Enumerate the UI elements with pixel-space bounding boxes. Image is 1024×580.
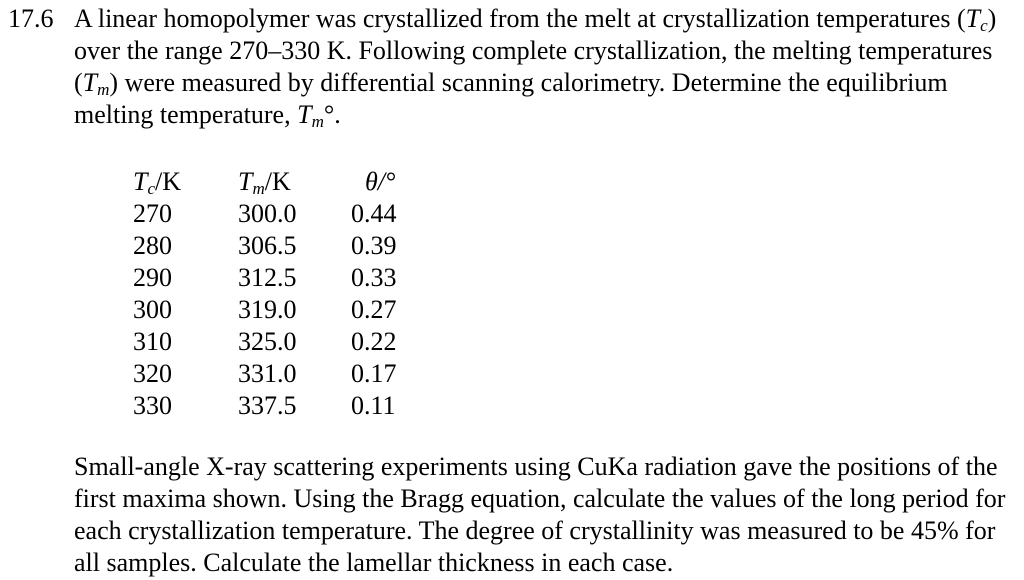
cell-theta: 0.17 [351,359,397,388]
table-row [133,262,431,294]
tm0-subscript: m [311,112,324,131]
cell-tm: 331.0 [238,359,297,388]
tc-symbol [966,4,988,33]
problem-statement [8,3,1008,131]
table-row [133,358,431,390]
table-row [133,326,431,358]
cell-tm: 312.5 [238,263,297,292]
tm0-letter: T [297,100,312,129]
header-tm [238,166,351,198]
cell-tc: 280 [133,231,172,260]
tm-symbol [83,68,110,97]
header-theta [351,166,431,198]
intro-text-b: ) over the range 270–330 K. Following complete crystallization, the melting temperatures ( [74,4,997,97]
cell-tm: 300.0 [238,199,297,228]
tm-letter: T [82,68,98,97]
table-row [133,230,431,262]
header-tc-subscript: c [147,179,156,198]
table-row [133,198,431,230]
cell-tc: 310 [133,327,172,356]
tc-letter: T [965,4,981,33]
table-row [133,294,431,326]
cell-tc: 300 [133,295,172,324]
problem-intro [74,3,1008,131]
intro-text-d: °. [323,100,341,129]
cell-tc: 330 [133,391,172,420]
tm-subscript: m [97,80,110,99]
header-tc-letter: T [133,167,148,196]
tm0-symbol [297,100,324,129]
cell-theta: 0.11 [351,391,396,420]
cell-tc: 320 [133,359,172,388]
followup-paragraph: Small-angle X-ray scattering experiments using CuKa radiation gave the positions of the first maxima shown. Using the Bragg equation, calculate the values of the long period for each crystallization temperature. The degree of crystallinity was measured to be 45% for all samples. Calculate the lamellar thickness in each case. [74,452,1006,577]
cell-theta: 0.39 [351,231,397,260]
cell-tm: 319.0 [238,295,297,324]
cell-theta: 0.44 [351,199,397,228]
cell-tc: 270 [133,199,172,228]
problem-header [8,3,1008,131]
cell-tc: 290 [133,263,172,292]
data-table [133,166,431,422]
cell-theta: 0.22 [351,327,397,356]
header-theta-label: θ/° [365,167,396,196]
intro-text-c: ) were measured by differential scanning calorimetry. Determine the equilibrium melting temperature, [74,68,948,129]
tc-subscript: c [980,16,988,35]
problem-number: 17.6 [8,4,54,33]
header-tm-letter: T [238,167,253,196]
cell-theta: 0.27 [351,295,397,324]
header-tc [133,166,238,198]
table-row [133,390,431,422]
table-header-row [133,166,431,198]
header-tm-unit: /K [264,167,291,196]
header-tc-unit: /K [155,167,182,196]
cell-tm: 325.0 [238,327,297,356]
header-tm-subscript: m [252,179,265,198]
cell-tm: 337.5 [238,391,297,420]
cell-theta: 0.33 [351,263,397,292]
intro-text-a: A linear homopolymer was crystallized from the melt at crystallization temperatures ( [74,4,966,33]
cell-tm: 306.5 [238,231,297,260]
